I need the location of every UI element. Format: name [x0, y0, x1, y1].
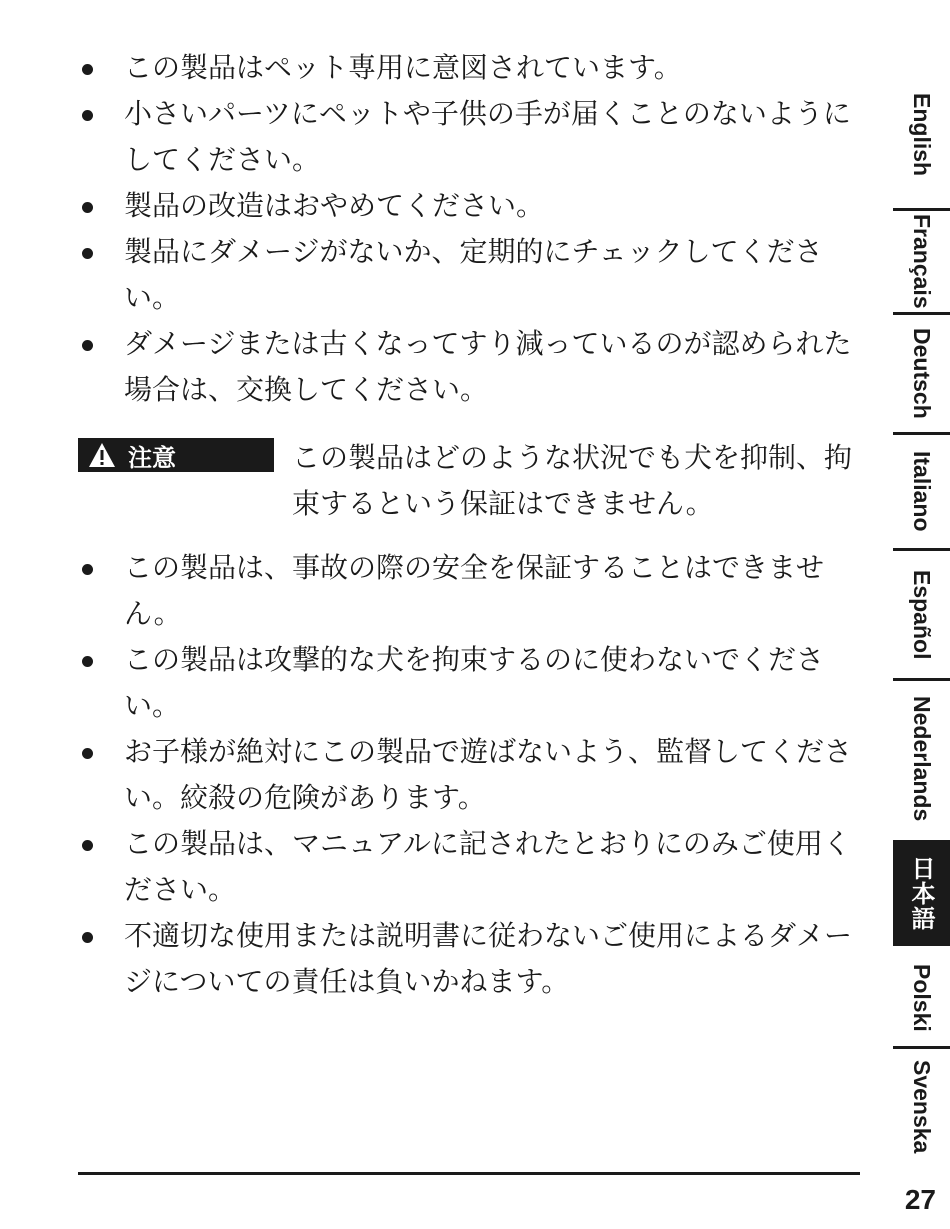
bullet-dot [82, 840, 93, 851]
list-item [78, 821, 878, 913]
list-item [78, 229, 878, 321]
lang-tab-francais[interactable] [893, 211, 950, 312]
bottom-rule [78, 1172, 860, 1175]
lang-tab-espanol[interactable] [893, 551, 950, 678]
list-item-text: お子様が絶対にこの製品で遊ばないよう、監督してください。絞殺の危険があります。 [124, 735, 853, 814]
lang-tab-english[interactable] [893, 62, 950, 208]
bullet-dot [82, 656, 93, 667]
lang-tab-japanese[interactable] [893, 840, 950, 946]
list-item [78, 321, 878, 413]
warning-triangle-icon [88, 442, 116, 468]
lang-tab-label: 日本語 [907, 855, 935, 931]
lang-tab-label: Italiano [909, 451, 935, 532]
list-item-text: ダメージまたは古くなってすり減っているのが認められた場合は、交換してください。 [124, 327, 852, 406]
list-item-text: 不適切な使用または説明書に従わないご使用によるダメージについての責任は負いかねます。 [124, 919, 853, 998]
list-item-text: この製品は、事故の際の安全を保証することはできません。 [124, 551, 825, 630]
list-item-text: 製品にダメージがないか、定期的にチェックしてください。 [124, 235, 823, 314]
list-item [78, 729, 878, 821]
lang-tab-label: Svenska [909, 1060, 935, 1154]
bullet-dot [82, 932, 93, 943]
caution-label: 注意 [128, 443, 176, 472]
lang-tab-label: Nederlands [909, 696, 935, 822]
lang-tab-polski[interactable] [893, 949, 950, 1046]
lang-tab-label: Français [909, 214, 935, 309]
list-item [78, 183, 878, 229]
lang-tab-label: Polski [909, 963, 935, 1032]
list-item [78, 45, 878, 91]
bullet-dot [82, 564, 93, 575]
list-item-text: この製品は攻撃的な犬を拘束するのに使わないでください。 [124, 643, 825, 722]
lang-tab-label: Español [909, 569, 935, 660]
bullet-dot [82, 64, 93, 75]
list-item-text: この製品はペット専用に意図されています。 [124, 51, 682, 84]
caution-badge [78, 438, 274, 472]
bullet-dot [82, 748, 93, 759]
bullet-list-bottom [78, 545, 878, 1005]
list-item-text: この製品は、マニュアルに記されたとおりにのみご使用ください。 [124, 827, 851, 906]
caution-block [78, 435, 878, 527]
lang-tab-svenska[interactable] [893, 1049, 950, 1165]
bullet-dot [82, 248, 93, 259]
list-item [78, 913, 878, 1005]
lang-tab-nederlands[interactable] [893, 681, 950, 837]
bullet-dot [82, 110, 93, 121]
bullet-dot [82, 340, 93, 351]
list-item-text: 小さいパーツにペットや子供の手が届くことのないようにしてください。 [124, 97, 851, 176]
bullet-dot [82, 202, 93, 213]
list-item [78, 545, 878, 637]
main-content [78, 45, 878, 1005]
lang-tab-label: English [909, 93, 935, 177]
lang-tab-label: Deutsch [909, 328, 935, 419]
bullet-list-top [78, 45, 878, 413]
lang-tab-deutsch[interactable] [893, 315, 950, 432]
list-item [78, 91, 878, 183]
list-item [78, 637, 878, 729]
lang-tab-italiano[interactable] [893, 435, 950, 548]
caution-text: この製品はどのような状況でも犬を抑制、拘束するという保証はできません。 [292, 441, 853, 520]
list-item-text: 製品の改造はおやめてください。 [124, 189, 545, 222]
page-number: 27 [904, 1184, 936, 1215]
